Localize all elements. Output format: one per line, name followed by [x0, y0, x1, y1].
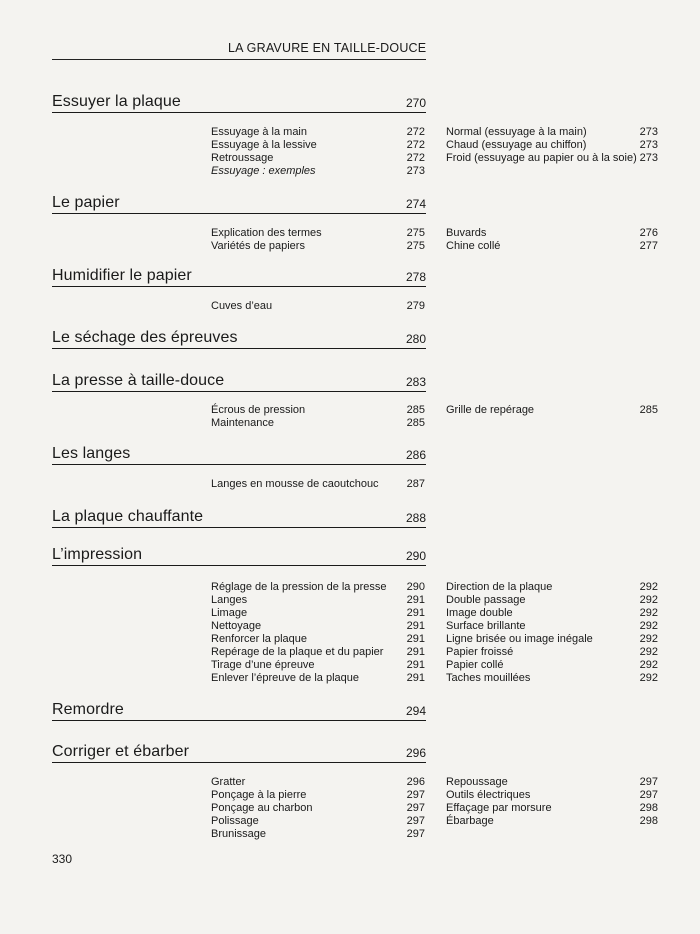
- entry-page-number: 290: [406, 581, 425, 593]
- entry-page-number: 297: [406, 815, 425, 827]
- entry-page-number: 272: [406, 152, 425, 164]
- entry-page-number: 276: [639, 227, 658, 239]
- entry-label: Ponçage à la pierre: [211, 789, 307, 801]
- toc-section-heading: [52, 444, 426, 465]
- entry-page-number: 292: [639, 620, 658, 632]
- toc-section-heading: [52, 92, 426, 113]
- section-title: Humidifier le papier: [52, 267, 192, 284]
- toc-entry: [446, 581, 658, 594]
- toc-entry: [211, 594, 425, 607]
- entry-label: Effaçage par morsure: [446, 802, 552, 814]
- entry-label: Essuyage à la lessive: [211, 139, 317, 151]
- toc-entry: [446, 404, 658, 417]
- section-title: Corriger et ébarber: [52, 743, 190, 760]
- entry-label: Variétés de papiers: [211, 240, 305, 252]
- entry-page-number: 273: [639, 152, 658, 164]
- running-head: LA GRAVURE EN TAILLE-DOUCE: [228, 41, 427, 55]
- entry-label: Langes: [211, 594, 248, 606]
- entry-label: Buvards: [446, 227, 487, 239]
- toc-entry: [211, 789, 425, 802]
- entry-page-number: 273: [639, 139, 658, 151]
- toc-entry: [446, 646, 658, 659]
- entry-label: Enlever l’épreuve de la plaque: [211, 672, 359, 684]
- entry-label: Cuves d’eau: [211, 300, 273, 312]
- toc-section-heading: [52, 545, 426, 566]
- section-title: L’impression: [52, 546, 143, 563]
- entry-page-number: 297: [639, 789, 658, 801]
- toc-entry: [211, 672, 425, 685]
- toc-section-heading: [52, 507, 426, 528]
- toc-entry: [211, 300, 425, 313]
- entry-label: Retroussage: [211, 152, 274, 164]
- toc-section-heading: [52, 700, 426, 721]
- toc-section-heading: [52, 193, 426, 214]
- section-page-number: 283: [405, 375, 426, 389]
- entry-label: Nettoyage: [211, 620, 262, 632]
- toc-entry: [446, 227, 658, 240]
- toc-entry: [446, 815, 658, 828]
- entry-label: Limage: [211, 607, 248, 619]
- entry-page-number: 275: [406, 227, 425, 239]
- entry-label: Ponçage au charbon: [211, 802, 313, 814]
- toc-entry: [446, 594, 658, 607]
- toc-entry: [446, 776, 658, 789]
- toc-entry: [211, 828, 425, 841]
- entry-label: Réglage de la pression de la presse: [211, 581, 387, 593]
- section-title: Remordre: [52, 701, 124, 718]
- toc-entry: [211, 815, 425, 828]
- toc-section-heading: [52, 266, 426, 287]
- toc-section-heading: [52, 371, 426, 392]
- toc-entry: [211, 607, 425, 620]
- toc-entry: [446, 139, 658, 152]
- entry-page-number: 298: [639, 815, 658, 827]
- entry-page-number: 292: [639, 672, 658, 684]
- entry-page-number: 291: [406, 646, 425, 658]
- section-title: Le papier: [52, 194, 120, 211]
- toc-entry: [211, 227, 425, 240]
- toc-entry: [446, 620, 658, 633]
- entry-page-number: 292: [639, 646, 658, 658]
- entry-page-number: 275: [406, 240, 425, 252]
- toc-entry: [446, 659, 658, 672]
- entry-label: Essuyage : exemples: [211, 165, 316, 177]
- entry-label: Double passage: [446, 594, 526, 606]
- toc-entry: [211, 633, 425, 646]
- entry-label: Papier froissé: [446, 646, 514, 658]
- toc-entry: [211, 776, 425, 789]
- entry-label: Chine collé: [446, 240, 501, 252]
- entry-label: Brunissage: [211, 828, 267, 840]
- section-title: La presse à taille-douce: [52, 372, 225, 389]
- toc-entry: [446, 240, 658, 253]
- entry-page-number: 292: [639, 607, 658, 619]
- section-page-number: 278: [405, 270, 426, 284]
- entry-label: Ébarbage: [446, 815, 494, 827]
- entry-page-number: 291: [406, 607, 425, 619]
- toc-entry: [211, 620, 425, 633]
- entry-label: Gratter: [211, 776, 246, 788]
- entry-page-number: 291: [406, 633, 425, 645]
- entry-page-number: 277: [639, 240, 658, 252]
- toc-entry: [446, 126, 658, 139]
- entry-page-number: 292: [639, 633, 658, 645]
- toc-entry: [446, 672, 658, 685]
- entry-page-number: 287: [406, 478, 425, 490]
- entry-page-number: 297: [406, 789, 425, 801]
- entry-label: Outils électriques: [446, 789, 531, 801]
- entry-page-number: 297: [406, 802, 425, 814]
- entry-label: Explication des termes: [211, 227, 322, 239]
- section-title: Les langes: [52, 445, 131, 462]
- section-page-number: 294: [405, 704, 426, 718]
- section-page-number: 288: [405, 511, 426, 525]
- entry-page-number: 297: [406, 828, 425, 840]
- toc-entry: [211, 581, 425, 594]
- entry-page-number: 285: [639, 404, 658, 416]
- entry-label: Tirage d’une épreuve: [211, 659, 315, 671]
- section-title: Le séchage des épreuves: [52, 329, 238, 346]
- entry-page-number: 272: [406, 126, 425, 138]
- toc-entry: [446, 802, 658, 815]
- toc-entry: [211, 126, 425, 139]
- page-number: 330: [52, 852, 73, 866]
- entry-label: Normal (essuyage à la main): [446, 126, 587, 138]
- entry-page-number: 296: [406, 776, 425, 788]
- entry-page-number: 292: [639, 581, 658, 593]
- toc-entry: [211, 478, 425, 491]
- toc-entry: [211, 165, 425, 178]
- entry-page-number: 273: [639, 126, 658, 138]
- running-head-rule: [52, 59, 426, 60]
- entry-label: Essuyage à la main: [211, 126, 307, 138]
- entry-page-number: 285: [406, 404, 425, 416]
- toc-entry: [211, 404, 425, 417]
- toc-entry: [211, 139, 425, 152]
- toc-entry: [211, 802, 425, 815]
- entry-page-number: 291: [406, 672, 425, 684]
- section-page-number: 280: [405, 332, 426, 346]
- entry-page-number: 292: [639, 594, 658, 606]
- section-page-number: 290: [405, 549, 426, 563]
- entry-label: Papier collé: [446, 659, 504, 671]
- entry-label: Langes en mousse de caoutchouc: [211, 478, 379, 490]
- entry-page-number: 291: [406, 659, 425, 671]
- entry-page-number: 298: [639, 802, 658, 814]
- toc-entry: [446, 607, 658, 620]
- entry-page-number: 291: [406, 620, 425, 632]
- entry-label: Froid (essuyage au papier ou à la soie): [446, 152, 637, 164]
- entry-page-number: 273: [406, 165, 425, 177]
- entry-label: Surface brillante: [446, 620, 526, 632]
- toc-entry: [211, 659, 425, 672]
- entry-label: Repérage de la plaque et du papier: [211, 646, 384, 658]
- toc-entry: [211, 152, 425, 165]
- toc-entry: [211, 646, 425, 659]
- toc-entry: [446, 789, 658, 802]
- section-page-number: 274: [405, 197, 426, 211]
- entry-label: Grille de repérage: [446, 404, 535, 416]
- entry-label: Chaud (essuyage au chiffon): [446, 139, 587, 151]
- toc-entry: [446, 152, 658, 165]
- entry-page-number: 291: [406, 594, 425, 606]
- section-title: Essuyer la plaque: [52, 93, 181, 110]
- toc-entry: [211, 240, 425, 253]
- entry-label: Image double: [446, 607, 513, 619]
- entry-label: Taches mouillées: [446, 672, 531, 684]
- entry-label: Direction de la plaque: [446, 581, 553, 593]
- entry-label: Ligne brisée ou image inégale: [446, 633, 593, 645]
- section-page-number: 296: [405, 746, 426, 760]
- section-page-number: 286: [405, 448, 426, 462]
- section-title: La plaque chauffante: [52, 508, 204, 525]
- toc-entry: [446, 633, 658, 646]
- entry-page-number: 272: [406, 139, 425, 151]
- entry-label: Renforcer la plaque: [211, 633, 308, 645]
- toc-section-heading: [52, 742, 426, 763]
- entry-label: Écrous de pression: [211, 404, 306, 416]
- entry-label: Maintenance: [211, 417, 274, 429]
- toc-entry: [211, 417, 425, 430]
- toc-section-heading: [52, 328, 426, 349]
- entry-page-number: 285: [406, 417, 425, 429]
- entry-page-number: 297: [639, 776, 658, 788]
- section-page-number: 270: [405, 96, 426, 110]
- entry-page-number: 292: [639, 659, 658, 671]
- entry-page-number: 279: [406, 300, 425, 312]
- entry-label: Repoussage: [446, 776, 508, 788]
- entry-label: Polissage: [211, 815, 259, 827]
